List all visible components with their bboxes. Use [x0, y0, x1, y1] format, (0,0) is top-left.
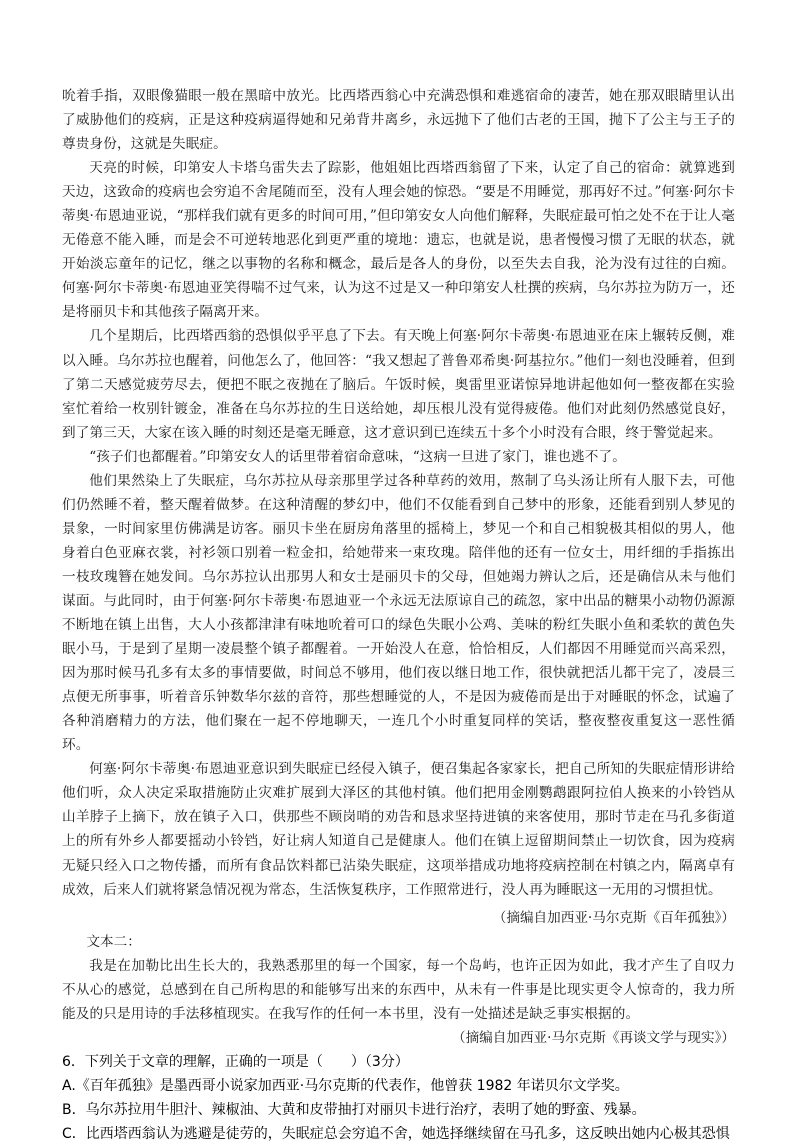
exam-page	[62, 84, 735, 1147]
text-two-label: 文本二：	[86, 933, 141, 950]
question-6	[62, 1050, 735, 1147]
text-one-source: （摘编自加西亚·马尔克斯《百年孤独》）	[492, 909, 735, 926]
paragraph-dawn: 天亮的时候，印第安人卡塔乌雷失去了踪影，他姐姐比西塔西翁留了下来，认定了自己的宿命：就算逃到天边，这致命的疫病也会穷追不舍尾随而至，没有人理会她的惊恐。“要是不用睡觉，那再好不过。”何塞·阿尔卡蒂奥·布恩迪亚说，“那样我们就有更多的时间可用，”但印第安女人向他们解释，失眠症最可怕之处不在于让人毫无倦意不能入睡，而是会不可逆转地恶化到更严重的境地：遗忘，也就是说，患者慢慢习惯了无眠的状态，就开始淡忘童年的记忆，继之以事物的名称和概念，最后是各人的身份，以至失去自我，沦为没有过往的白痴。何塞·阿尔卡蒂奥·布恩迪亚笑得喘不过气来，认为这不过是又一种印第安人杜撰的疾病，乌尔苏拉为防万一，还是将丽贝卡和其他孩子隔离开来。	[62, 160, 735, 321]
option-b[interactable]: B．乌尔苏拉用牛胆汁、辣椒油、大黄和皮带抽打对丽贝卡进行治疗，表明了她的野蛮、残暴。	[62, 1102, 646, 1119]
paragraph-caribbean: 我是在加勒比出生长大的，我熟悉那里的每一个国家，每一个岛屿，也许正因为如此，我才产生了自叹力不从心的感觉，总感到在自己所构思的和能够写出来的东西中，从未有一件事是比现实更令人惊奇的，我力所能及的只是用诗的手法移植现实。在我写作的任何一本书里，没有一处描述是缺乏事实根据的。	[62, 957, 735, 1022]
text-two-source: （摘编自加西亚·马尔克斯《再谈文学与现实》）	[452, 1029, 735, 1046]
paragraph-quarantine: 何塞·阿尔卡蒂奥·布恩迪亚意识到失眠症已经侵入镇子，便召集起各家家长，把自己所知的失眠症情形讲给他们听，众人决定采取措施防止灾难扩展到大泽区的其他村镇。他们把用金刚鹦鹉跟阿拉伯人换来的小铃铛从山羊脖子上摘下，放在镇子入口，供那些不顾岗哨的劝告和恳求坚持进镇的来客使用，那时节走在马孔多街道上的所有外乡人都要摇动小铃铛，好让病人知道自己是健康人。他们在镇上逗留期间禁止一切饮食，因为疫病无疑只经入口之物传播，而所有食品饮料都已沾染失眠症，这项举措成功地将疫病控制在村镇之内，隔离卓有成效，后来人们就将紧急情况视为常态，生活恢复秩序，工作照常进行，没人再为睡眠这一无用的习惯担忧。	[62, 761, 735, 898]
text-one-excerpt	[62, 84, 735, 902]
question-stem: 6．下列关于文章的理解，正确的一项是（ ）（3分）	[62, 1053, 409, 1070]
paragraph-children-awake: “孩子们也都醒着。”印第安女人的话里带着宿命意味，“这病一旦进了家门，谁也逃不了。	[89, 448, 626, 465]
paragraph-continued: 吮着手指，双眼像猫眼一般在黑暗中放光。比西塔西翁心中充满恐惧和难逃宿命的凄苦，她在那双眼睛里认出了威胁他们的疫病，正是这种疫病逼得她和兄弟背井离乡，永远抛下了他们古老的王国，抛下了公主与王子的尊贵身份，这就是失眠症。	[62, 88, 735, 153]
paragraph-insomnia-spreads: 他们果然染上了失眠症，乌尔苏拉从母亲那里学过各种草药的效用，熬制了乌头汤让所有人服下去，可他们仍然睡不着，整天醒着做梦。在这种清醒的梦幻中，他们不仅能看到自己梦中的形象，还能看到别人梦见的景象，一时间家里仿佛满是访客。丽贝卡坐在厨房角落里的摇椅上，梦见一个和自己相貌极其相似的男人，他身着白色亚麻衣裳，衬衫领口别着一粒金扣，给她带来一束玫瑰。陪伴他的还有一位女士，用纤细的手指拣出一枝玫瑰簪在她发间。乌尔苏拉认出那男人和女士是丽贝卡的父母，但她竭力辨认之后，还是确信从未与他们谋面。与此同时，由于何塞·阿尔卡蒂奥·布恩迪亚一个永远无法原谅自己的疏忽，家中出品的糖果小动物仍源源不断地在镇上出售，大人小孩都津津有味地吮着可口的绿色失眠小公鸡、美味的粉红失眠小鱼和柔软的黄色失眠小马，于是到了星期一凌晨整个镇子都醒着。一开始没人在意，恰恰相反，人们都因不用睡觉而兴高采烈，因为那时候马孔多有太多的事情要做，时间总不够用，他们夜以继日地工作，很快就把活儿都干完了，凌晨三点便无所事事，听着音乐钟数华尔兹的音符，那些想睡觉的人，不是因为疲倦而是出于对睡眠的怀念，试遍了各种消磨精力的方法，他们聚在一起不停地聊天，一连几个小时重复同样的笑话，整夜整夜重复这一恶性循环。	[62, 472, 735, 754]
text-two-excerpt	[62, 954, 735, 1026]
paragraph-weeks-later: 几个星期后，比西塔西翁的恐惧似乎平息了下去。有天晚上何塞·阿尔卡蒂奥·布恩迪亚在床上辗转反侧，难以入睡。乌尔苏拉也醒着，问他怎么了，他回答：“我又想起了普鲁邓希奥·阿基拉尔。”他们一刻也没睡着，但到了第二天感觉疲劳尽去，便把不眠之夜抛在了脑后。午饭时候，奥雷里亚诺惊异地讲起他如何一整夜都在实验室忙着给一枚别针镀金，准备在乌尔苏拉的生日送给她，却压根儿没有觉得疲倦。他们对此刻仍然感觉良好，到了第三天，大家在该入睡的时刻还是毫无睡意，这才意识到已连续五十多个小时没有合眼，终于警觉起来。	[62, 328, 735, 441]
option-c[interactable]: C．比西塔西翁认为逃避是徒劳的，失眠症总会穷追不舍，她选择继续留在马孔多，这反映出她内心极其恐惧	[62, 1126, 730, 1143]
option-a[interactable]: A.《百年孤独》是墨西哥小说家加西亚·马尔克斯的代表作，他曾获 1982 年诺贝尔文学奖。	[62, 1078, 629, 1095]
